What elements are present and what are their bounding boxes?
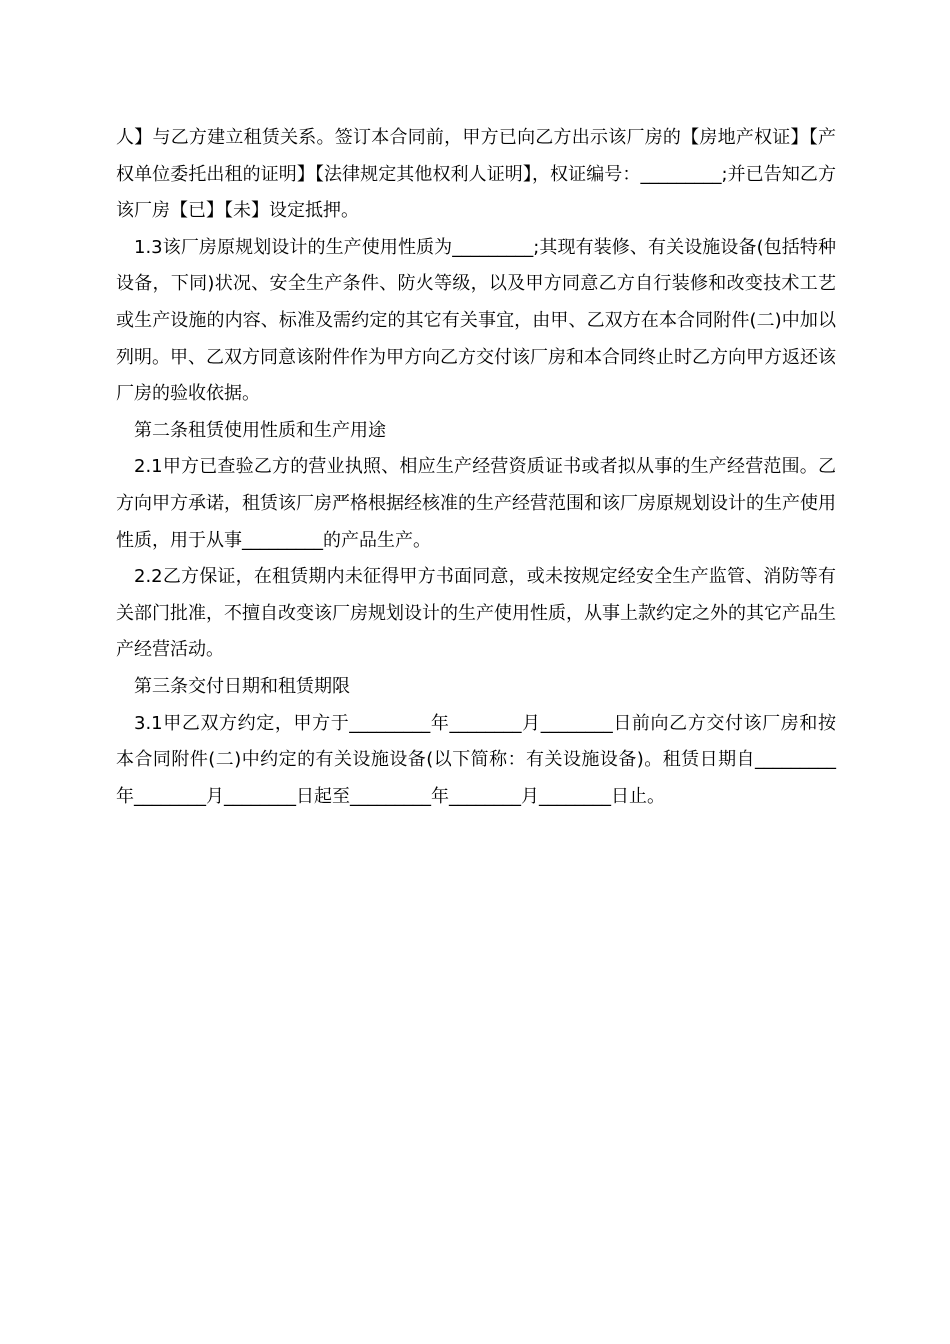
article-2-heading: 第二条租赁使用性质和生产用途	[134, 419, 386, 441]
paragraph-3-1-delivery-date: 3.1甲乙双方约定，甲方于_________年________月________日前向乙方交付该厂房和按本合同附件(二)中约定的有关设施设备(以下简称：有关设施设备)。租赁日期自_________年________月________日起至_________年________月________日止。	[116, 712, 836, 807]
paragraph-1-3-usage-nature: 1.3该厂房原规划设计的生产使用性质为_________;其现有装修、有关设施设备(包括特种设备，下同)状况、安全生产条件、防火等级，以及甲方同意乙方自行装修和改变技术工艺或生产设施的内容、标准及需约定的其它有关事宜，由甲、乙双方在本合同附件(二)中加以列明。甲、乙双方同意该附件作为甲方向乙方交付该厂房和本合同终止时乙方向甲方返还该厂房的验收依据。	[116, 236, 836, 405]
document-page	[116, 120, 836, 815]
paragraph-2-2-guarantee: 2.2乙方保证，在租赁期内未征得甲方书面同意，或未按规定经安全生产监管、消防等有关部门批准，不擅自改变该厂房规划设计的生产使用性质，从事上款约定之外的其它产品生产经营活动。	[116, 566, 836, 661]
article-3-heading: 第三条交付日期和租赁期限	[134, 675, 350, 697]
paragraph-lease-relationship: 人】与乙方建立租赁关系。签订本合同前，甲方已向乙方出示该厂房的【房地产权证】【产权单位委托出租的证明】【法律规定其他权利人证明】，权证编号：_________;并已告知乙方该厂房【已】【未】设定抵押。	[116, 127, 836, 222]
paragraph-2-1-business-scope: 2.1甲方已查验乙方的营业执照、相应生产经营资质证书或者拟从事的生产经营范围。乙方向甲方承诺，租赁该厂房严格根据经核准的生产经营范围和该厂房原规划设计的生产使用性质，用于从事_________的产品生产。	[116, 456, 836, 551]
